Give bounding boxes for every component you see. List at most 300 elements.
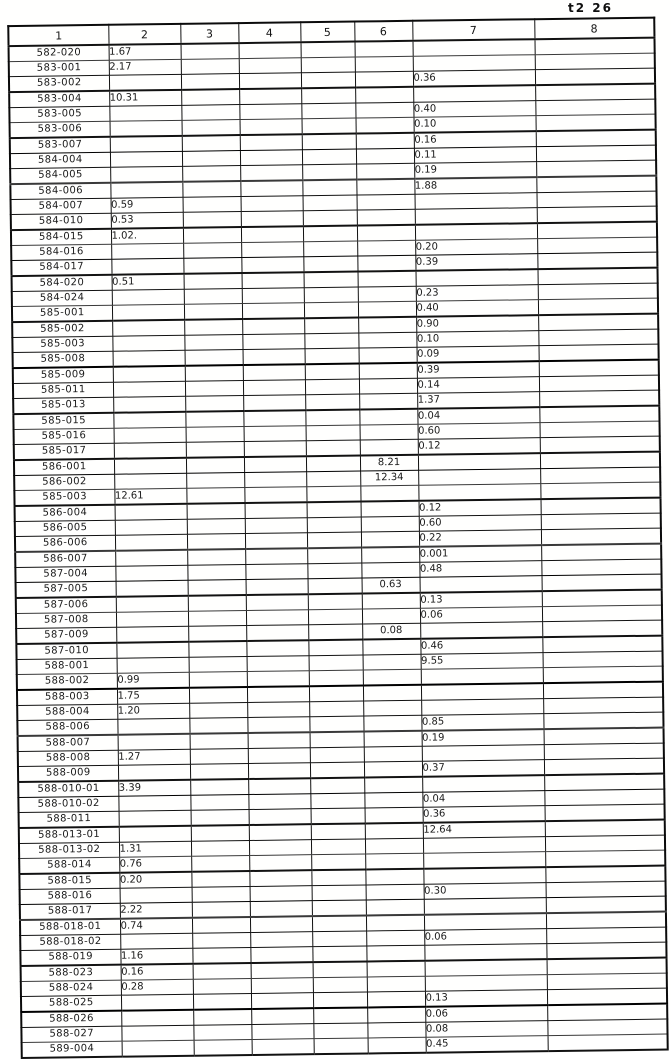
value-cell: 1.37: [417, 392, 539, 409]
value-cell: [304, 333, 358, 349]
value-cell: [112, 335, 184, 351]
value-cell: [185, 411, 243, 427]
value-cell: [537, 222, 657, 239]
code-cell: 585-015: [13, 413, 113, 430]
value-cell: [361, 531, 419, 547]
value-cell: [312, 915, 366, 931]
value-cell: [421, 668, 543, 685]
value-cell: [536, 145, 656, 162]
value-cell: [250, 916, 312, 932]
table-sheet: [7, 17, 666, 1059]
code-cell: 584-006: [10, 183, 110, 200]
value-cell: [425, 959, 547, 976]
value-cell: [245, 564, 307, 580]
value-cell: [245, 548, 307, 564]
value-cell: 0.20: [415, 239, 537, 256]
code-cell: 586-002: [14, 474, 114, 490]
value-cell: [243, 349, 305, 365]
value-cell: [355, 41, 413, 57]
code-cell: 584-004: [10, 152, 110, 168]
value-cell: [309, 686, 363, 702]
value-cell: [188, 626, 246, 642]
value-cell: [183, 258, 241, 274]
value-cell: [541, 544, 661, 561]
value-cell: [241, 226, 303, 242]
value-cell: [424, 913, 546, 930]
value-cell: [541, 498, 661, 515]
value-cell: [242, 318, 304, 334]
value-cell: [251, 993, 313, 1009]
value-cell: [189, 703, 247, 719]
value-cell: [365, 838, 423, 854]
value-cell: [189, 657, 247, 673]
value-cell: [543, 666, 663, 683]
value-cell: [539, 375, 659, 392]
value-cell: 1.31: [119, 841, 191, 857]
value-cell: [306, 440, 360, 456]
value-cell: [114, 427, 186, 443]
value-cell: 0.40: [416, 300, 538, 317]
value-cell: [117, 718, 189, 734]
value-cell: [193, 1009, 251, 1025]
value-cell: [367, 961, 425, 977]
value-cell: [191, 825, 249, 841]
value-cell: [366, 915, 424, 931]
value-cell: [544, 743, 664, 760]
code-cell: 588-009: [18, 765, 118, 782]
value-cell: [424, 944, 546, 961]
value-cell: 0.48: [419, 561, 541, 578]
value-cell: [425, 975, 547, 992]
value-cell: [538, 329, 658, 346]
value-cell: [546, 881, 666, 898]
value-cell: [356, 163, 414, 179]
value-cell: [305, 348, 359, 364]
value-cell: [363, 685, 421, 701]
value-cell: 0.74: [120, 918, 192, 934]
code-cell: 588-001: [17, 658, 117, 674]
code-cell: 586-004: [15, 505, 115, 522]
value-cell: [242, 334, 304, 350]
value-cell: [306, 425, 360, 441]
value-cell: 0.37: [422, 760, 544, 777]
value-cell: [311, 869, 365, 885]
value-cell: [314, 1038, 368, 1054]
value-cell: [302, 118, 356, 134]
value-cell: [248, 748, 310, 764]
value-cell: 0.14: [417, 377, 539, 394]
value-cell: [112, 304, 184, 320]
code-cell: 586-007: [15, 551, 115, 568]
value-cell: [190, 733, 248, 749]
value-cell: [537, 206, 657, 223]
value-cell: [249, 870, 311, 886]
value-cell: [115, 565, 187, 581]
value-cell: [247, 656, 309, 672]
value-cell: [118, 734, 190, 750]
value-cell: [120, 933, 192, 949]
value-cell: [192, 887, 250, 903]
value-cell: [190, 764, 248, 780]
value-cell: [186, 427, 244, 443]
value-cell: [183, 227, 241, 243]
value-cell: 0.12: [419, 499, 541, 516]
code-cell: 584-020: [12, 275, 112, 292]
code-cell: 583-006: [10, 121, 110, 138]
value-cell: [189, 718, 247, 734]
value-cell: [110, 151, 182, 167]
value-cell: [243, 380, 305, 396]
value-cell: [244, 426, 306, 442]
value-cell: [113, 350, 185, 366]
value-cell: [358, 332, 416, 348]
value-cell: [249, 824, 311, 840]
code-cell: 587-008: [16, 612, 116, 628]
value-cell: [112, 320, 184, 336]
code-cell: 586-005: [15, 520, 115, 536]
value-cell: [363, 700, 421, 716]
value-cell: 0.53: [111, 212, 183, 228]
value-cell: [240, 165, 302, 181]
value-cell: [366, 899, 424, 915]
value-cell: [539, 344, 659, 361]
value-cell: [357, 194, 415, 210]
value-cell: [547, 1019, 667, 1036]
value-cell: [361, 516, 419, 532]
value-cell: [541, 528, 661, 545]
value-cell: [241, 257, 303, 273]
value-cell: [114, 473, 186, 489]
value-cell: [191, 871, 249, 887]
value-cell: [424, 898, 546, 915]
value-cell: [185, 350, 243, 366]
value-cell: [308, 640, 362, 656]
value-cell: [248, 732, 310, 748]
value-cell: [250, 901, 312, 917]
value-cell: [358, 301, 416, 317]
value-cell: [313, 1023, 367, 1039]
code-cell: 588-008: [18, 750, 118, 766]
code-cell: 585-003: [12, 336, 112, 352]
value-cell: [112, 289, 184, 305]
value-cell: [109, 74, 181, 90]
value-cell: [183, 197, 241, 213]
code-cell: 584-017: [11, 259, 111, 276]
value-cell: [193, 1024, 251, 1040]
value-cell: [310, 747, 364, 763]
value-cell: [308, 578, 362, 594]
value-cell: [116, 596, 188, 612]
value-cell: 0.10: [414, 116, 536, 133]
value-cell: 0.19: [414, 162, 536, 179]
code-cell: 588-026: [21, 1011, 121, 1028]
code-cell: 588-002: [17, 673, 117, 690]
value-cell: [313, 1007, 367, 1023]
value-cell: [305, 379, 359, 395]
value-cell: [182, 135, 240, 151]
value-cell: [246, 640, 308, 656]
value-cell: [114, 458, 186, 474]
value-cell: 0.10: [416, 331, 538, 348]
value-cell: [303, 195, 357, 211]
value-cell: [313, 977, 367, 993]
value-cell: 0.06: [420, 607, 542, 624]
value-cell: [364, 761, 422, 777]
value-cell: [309, 655, 363, 671]
value-cell: [540, 467, 660, 484]
code-cell: 588-003: [17, 689, 117, 706]
value-cell: [247, 717, 309, 733]
value-cell: [359, 393, 417, 409]
value-cell: [313, 961, 367, 977]
value-cell: [357, 209, 415, 225]
value-cell: [413, 55, 535, 72]
value-cell: [246, 579, 308, 595]
column-header: 4: [238, 22, 300, 43]
value-cell: [121, 1025, 193, 1041]
value-cell: [311, 854, 365, 870]
code-cell: 588-023: [21, 965, 121, 982]
value-cell: [364, 731, 422, 747]
value-cell: 12.64: [423, 821, 545, 838]
value-cell: [241, 196, 303, 212]
value-cell: [116, 580, 188, 596]
value-cell: [355, 102, 413, 118]
value-cell: [239, 104, 301, 120]
value-cell: [310, 732, 364, 748]
value-cell: [365, 869, 423, 885]
value-cell: [110, 136, 182, 152]
code-cell: 586-001: [14, 459, 114, 476]
value-cell: [363, 669, 421, 685]
value-cell: [243, 410, 305, 426]
value-cell: 1.20: [117, 703, 189, 719]
value-cell: [421, 683, 543, 700]
value-cell: [192, 902, 250, 918]
value-cell: [116, 642, 188, 658]
value-cell: [119, 810, 191, 826]
value-cell: 1.02.: [111, 228, 183, 244]
value-cell: [312, 946, 366, 962]
value-cell: 0.30: [424, 883, 546, 900]
value-cell: [304, 272, 358, 288]
value-cell: [111, 258, 183, 274]
value-cell: [541, 513, 661, 530]
value-cell: [310, 793, 364, 809]
value-cell: [183, 243, 241, 259]
value-cell: [308, 609, 362, 625]
value-cell: [192, 933, 250, 949]
value-cell: [115, 550, 187, 566]
value-cell: [363, 715, 421, 731]
value-cell: [544, 758, 664, 775]
value-cell: [310, 762, 364, 778]
value-cell: [307, 532, 361, 548]
value-cell: [545, 835, 665, 852]
value-cell: [181, 105, 239, 121]
value-cell: [367, 991, 425, 1007]
value-cell: [302, 134, 356, 150]
value-cell: [113, 366, 185, 382]
value-cell: 0.06: [425, 1005, 547, 1022]
value-cell: [182, 151, 240, 167]
value-cell: [423, 837, 545, 854]
value-cell: 0.60: [418, 423, 540, 440]
value-cell: [243, 395, 305, 411]
value-cell: [111, 243, 183, 259]
value-cell: [311, 823, 365, 839]
code-cell: 588-010-02: [18, 796, 118, 812]
value-cell: [304, 318, 358, 334]
value-cell: 0.11: [414, 147, 536, 164]
value-cell: [301, 103, 355, 119]
value-cell: [547, 973, 667, 990]
value-cell: [415, 223, 537, 240]
value-cell: [537, 237, 657, 254]
code-cell: 585-008: [13, 351, 113, 368]
value-cell: [239, 73, 301, 89]
value-cell: 0.16: [121, 964, 193, 980]
value-cell: [191, 810, 249, 826]
value-cell: [186, 442, 244, 458]
value-cell: [187, 503, 245, 519]
value-cell: [362, 608, 420, 624]
value-cell: [545, 866, 665, 883]
value-cell: [188, 580, 246, 596]
value-cell: 1.67: [109, 44, 181, 60]
value-cell: [543, 712, 663, 729]
value-cell: [121, 1010, 193, 1026]
value-cell: [182, 181, 240, 197]
value-cell: [244, 456, 306, 472]
value-cell: [365, 823, 423, 839]
value-cell: 0.59: [111, 197, 183, 213]
value-cell: [356, 148, 414, 164]
value-cell: [116, 611, 188, 627]
value-cell: [365, 853, 423, 869]
value-cell: 0.16: [414, 131, 536, 148]
value-cell: 0.76: [119, 856, 191, 872]
value-cell: [187, 519, 245, 535]
value-cell: [307, 563, 361, 579]
data-table: [7, 17, 668, 1059]
code-cell: 584-007: [11, 198, 111, 214]
code-cell: 588-010-01: [18, 781, 118, 798]
value-cell: [422, 775, 544, 792]
value-cell: [187, 549, 245, 565]
value-cell: [307, 517, 361, 533]
value-cell: [188, 611, 246, 627]
value-cell: [181, 89, 239, 105]
value-cell: [542, 574, 662, 591]
value-cell: [308, 594, 362, 610]
value-cell: [193, 993, 251, 1009]
value-cell: [306, 471, 360, 487]
value-cell: [184, 319, 242, 335]
value-cell: 0.60: [419, 515, 541, 532]
value-cell: [301, 57, 355, 73]
code-cell: 583-007: [10, 137, 110, 154]
value-cell: [116, 626, 188, 642]
value-cell: 1.75: [117, 688, 189, 704]
value-cell: 0.36: [413, 70, 535, 87]
code-cell: 588-011: [19, 811, 119, 828]
value-cell: [540, 421, 660, 438]
value-cell: [246, 625, 308, 641]
code-cell: 588-013-01: [19, 827, 119, 844]
value-cell: [248, 794, 310, 810]
code-cell: 583-005: [9, 106, 109, 122]
value-cell: [183, 212, 241, 228]
value-cell: 2.17: [109, 59, 181, 75]
value-cell: [110, 182, 182, 198]
value-cell: [250, 947, 312, 963]
value-cell: [306, 486, 360, 502]
value-cell: [539, 406, 659, 423]
value-cell: [367, 976, 425, 992]
value-cell: [110, 166, 182, 182]
value-cell: [113, 381, 185, 397]
value-cell: [311, 839, 365, 855]
value-cell: [242, 303, 304, 319]
value-cell: [418, 484, 540, 501]
value-cell: [540, 436, 660, 453]
value-cell: [416, 269, 538, 286]
value-cell: [250, 886, 312, 902]
value-cell: 1.88: [414, 177, 536, 194]
value-cell: [185, 365, 243, 381]
value-cell: [423, 867, 545, 884]
value-cell: [185, 381, 243, 397]
value-cell: [535, 68, 655, 85]
code-cell: 588-013-02: [19, 842, 119, 858]
value-cell: [356, 117, 414, 133]
value-cell: [182, 120, 240, 136]
column-header: 6: [354, 21, 412, 42]
value-cell: [187, 565, 245, 581]
code-cell: 582-020: [9, 45, 109, 62]
value-cell: [248, 778, 310, 794]
value-cell: [543, 697, 663, 714]
value-cell: [185, 396, 243, 412]
value-cell: [307, 548, 361, 564]
value-cell: 0.13: [420, 591, 542, 608]
value-cell: 1.27: [118, 749, 190, 765]
value-cell: [240, 134, 302, 150]
value-cell: [546, 942, 666, 959]
value-cell: 0.12: [418, 438, 540, 455]
value-cell: 0.85: [421, 714, 543, 731]
value-cell: [182, 166, 240, 182]
value-cell: [547, 1004, 667, 1021]
value-cell: [536, 176, 656, 193]
value-cell: [544, 774, 664, 791]
value-cell: 12.61: [114, 488, 186, 504]
code-cell: 588-014: [19, 857, 119, 874]
value-cell: 0.001: [419, 545, 541, 562]
value-cell: 1.16: [120, 948, 192, 964]
value-cell: [358, 286, 416, 302]
value-cell: 0.22: [419, 530, 541, 547]
value-cell: 0.36: [423, 806, 545, 823]
value-cell: [109, 105, 181, 121]
value-cell: [538, 283, 658, 300]
value-cell: [309, 670, 363, 686]
code-cell: 588-016: [20, 888, 120, 904]
value-cell: [248, 763, 310, 779]
value-cell: [115, 504, 187, 520]
value-cell: [312, 885, 366, 901]
